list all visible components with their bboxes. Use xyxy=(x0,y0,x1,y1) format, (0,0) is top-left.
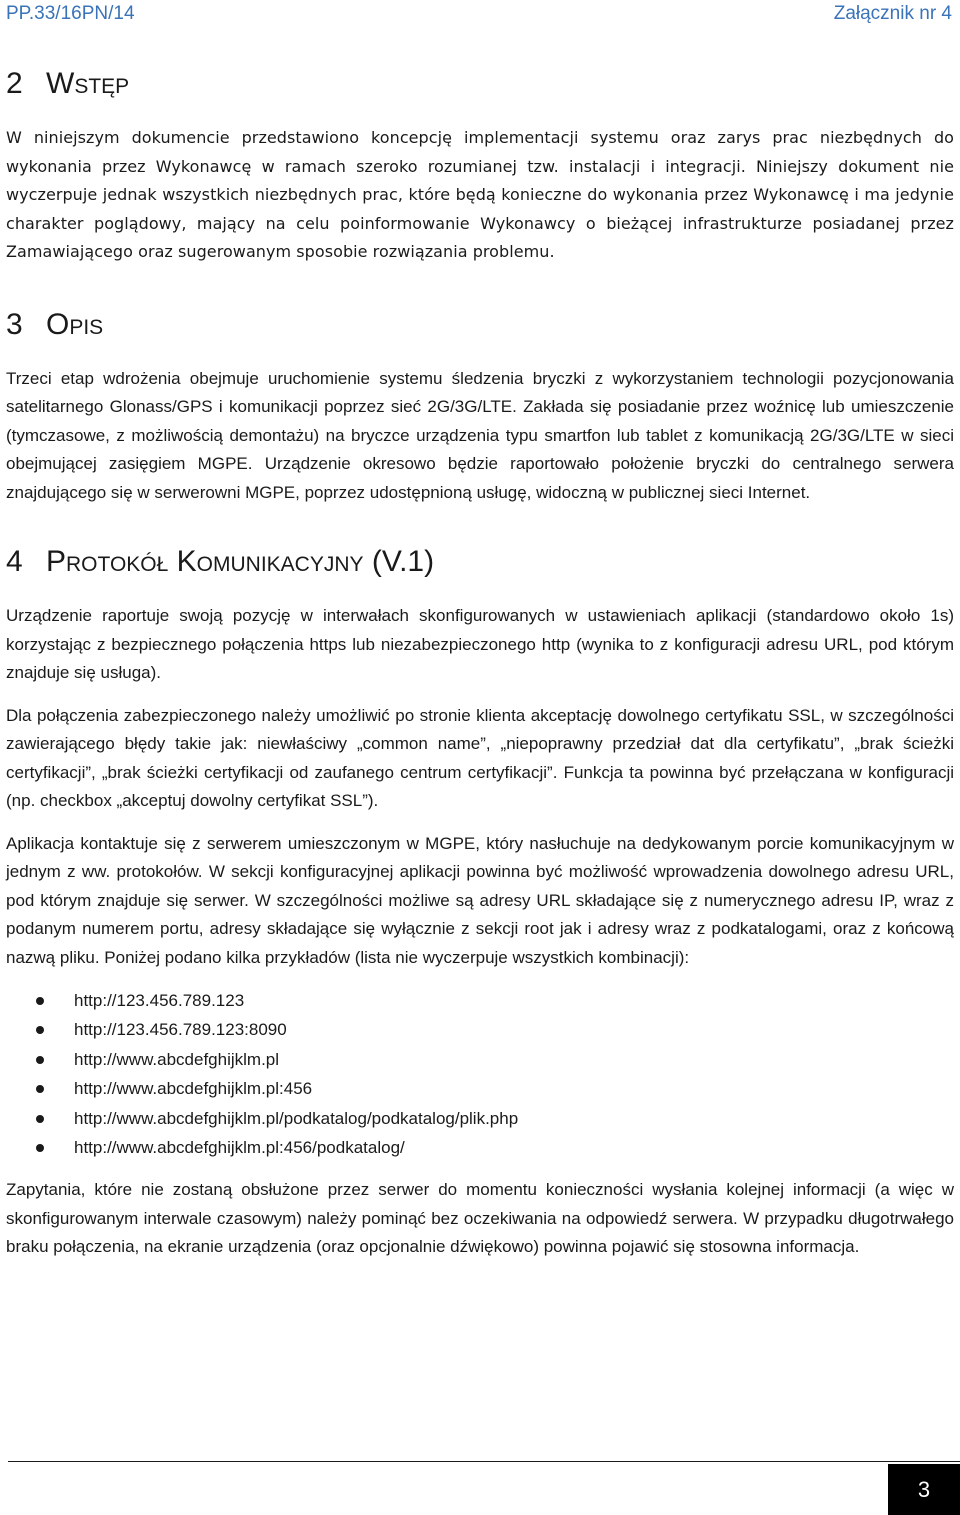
footer-divider xyxy=(8,1461,960,1462)
url-example: http://123.456.789.123:8090 xyxy=(74,1020,287,1040)
section-heading-wstep xyxy=(6,66,954,102)
list-item xyxy=(6,1015,954,1044)
paragraph-protokol-4: Zapytania, które nie zostaną obsłużone przez serwer do momentu konieczności wysłania kolejnej informacji (a więc w skonfigurowanym interwale czasowym) należy pominąć bez oczekiwania na odpowiedź serwera. W przypadku długotrwałego braku połączenia, na ekranie urządzenia (oraz opcjonalnie dźwiękowo) powinna pojawić się stosowna informacja. xyxy=(6,1180,954,1257)
page-number: 3 xyxy=(888,1464,960,1515)
bullet-icon xyxy=(36,1144,44,1152)
section-number: 2 xyxy=(6,67,23,100)
paragraph-protokol-2: Dla połączenia zabezpieczonego należy umożliwić po stronie klienta akceptację dowolnego certyfikatu SSL, w szczególności zawierającego błędy takie jak: niewłaściwy „common name”, „niepoprawny przedział dat dla certyfikatu”, „brak ścieżki certyfikacji”, „brak ścieżki certyfikacji od zaufanego centrum certyfikacji”. Funkcja ta powinna być przełączana w konfiguracji (np. checkbox „akceptuj dowolny certyfikat SSL”). xyxy=(6,705,954,810)
paragraph-opis: Trzeci etap wdrożenia obejmuje uruchomienie systemu śledzenia bryczki z wykorzystaniem technologii pozycjonowania satelitarnego Glonass/GPS i komunikacji poprzez sieć 2G/3G/LTE. Zakłada się posiadanie przez woźnicę lub umieszczenie (tymczasowe, z możliwością demontażu) na bryczce urządzenia typu smartfon lub tablet z komunikacją 2G/3G/LTE w sieci obejmującej zasięgiem MGPE. Urządzenie okresowo będzie raportowało położenie bryczki do centralnego serwera znajdującego się w serwerowni MGPE, poprzez udostępnioną usługę, widoczną w publicznej sieci Internet. xyxy=(6,368,954,502)
list-item xyxy=(6,1133,954,1162)
page-header xyxy=(6,0,952,28)
section-heading-opis xyxy=(6,307,954,343)
bullet-icon xyxy=(36,1026,44,1034)
list-item xyxy=(6,986,954,1015)
section-title: Opis xyxy=(46,307,104,341)
list-item xyxy=(6,1104,954,1133)
bullet-icon xyxy=(36,1085,44,1093)
document-reference: PP.33/16PN/14 xyxy=(6,3,135,24)
paragraph-protokol-1: Urządzenie raportuje swoją pozycję w interwałach skonfigurowanych w ustawieniach aplikacji (standardowo około 1s) korzystając z bezpiecznego połączenia https lub niezabezpieczonego http (wynika to z konfiguracji adresu URL, pod którym znajduje się usługa). xyxy=(6,606,954,682)
url-example: http://www.abcdefghijklm.pl/podkatalog/podkatalog/plik.php xyxy=(74,1108,519,1128)
document-body xyxy=(6,66,954,1262)
section-heading-protokol xyxy=(6,544,954,580)
url-example: http://www.abcdefghijklm.pl xyxy=(74,1049,280,1069)
url-example: http://www.abcdefghijklm.pl:456/podkatalog/ xyxy=(74,1138,405,1158)
list-item xyxy=(6,1074,954,1103)
annex-label: Załącznik nr 4 xyxy=(833,3,952,24)
url-examples-list xyxy=(6,986,954,1162)
section-title: Wstęp xyxy=(46,67,130,100)
url-example: http://www.abcdefghijklm.pl:456 xyxy=(74,1079,313,1099)
section-number: 4 xyxy=(6,545,23,578)
bullet-icon xyxy=(36,1056,44,1064)
url-example: http://123.456.789.123 xyxy=(74,991,245,1010)
list-item xyxy=(6,1045,954,1074)
bullet-icon xyxy=(36,1115,44,1123)
paragraph-wstep: W niniejszym dokumencie przedstawiono koncepcję implementacji systemu oraz zarys prac niezbędnych do wykonania przez Wykonawcę w ramach szeroko rozumianej tzw. instalacji i integracji. Niniejszy dokument nie wyczerpuje jednak wszystkich niezbędnych prac, które będą konieczne do wykonania przez Wykonawcę i ma jedynie charakter poglądowy, mający na celu poinformowanie Wykonawcy o bieżącej infrastrukturze posiadanej przez Zamawiającego oraz sugerowanym sposobie rozwiązania problemu. xyxy=(6,128,954,261)
section-number: 3 xyxy=(6,307,23,341)
paragraph-protokol-3: Aplikacja kontaktuje się z serwerem umieszczonym w MGPE, który nasłuchuje na dedykowanym porcie komunikacyjnym w jednym z ww. protokołów. W sekcji konfiguracyjnej aplikacji powinna być możliwość wprowadzenia dowolnego adresu URL, pod którym znajduje się serwer. W szczególności możliwe są adresy URL składające się z numerycznego adresu IP, wraz z podanym numerem portu, adresy składające się wyłącznie z sekcji root jak i adresy wraz z podkatalogami, oraz z końcową nazwą pliku. Poniżej podano kilka przykładów (lista nie wyczerpuje wszystkich kombinacji): xyxy=(6,833,954,967)
bullet-icon xyxy=(36,997,44,1005)
section-title: Protokół Komunikacyjny (V.1) xyxy=(46,545,435,578)
